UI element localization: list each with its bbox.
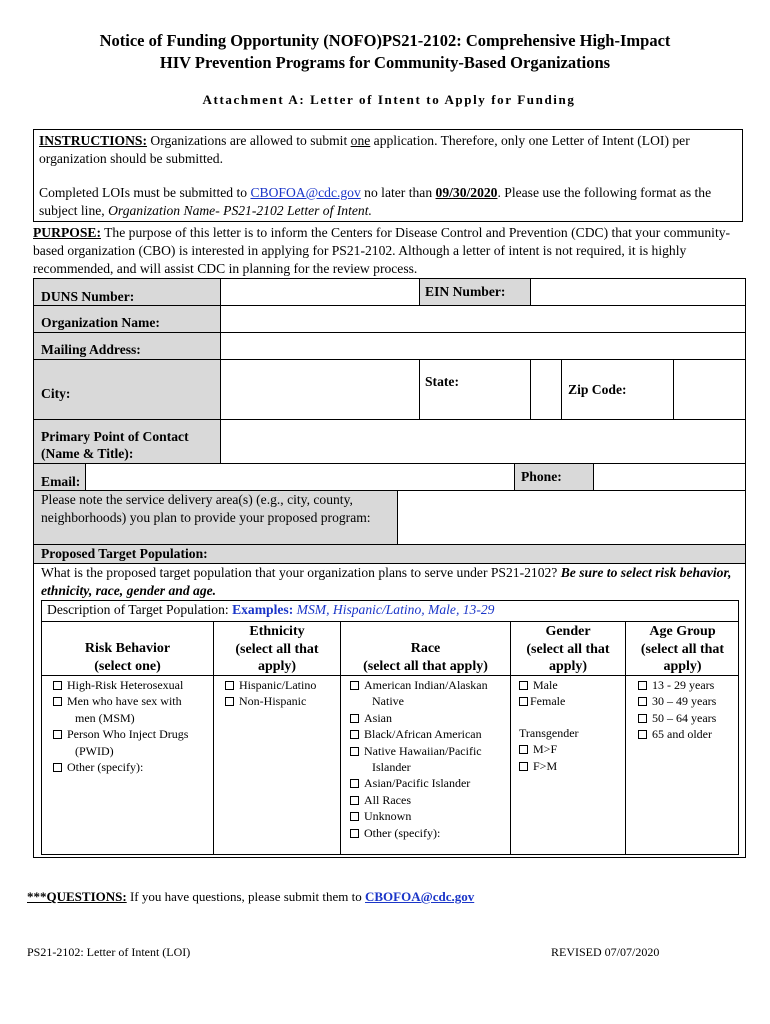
- gender-option-ftm[interactable]: [519, 758, 579, 774]
- checkbox[interactable]: [53, 763, 62, 772]
- gender-header: [511, 623, 625, 676]
- service-area-label: Please note the service delivery area(s) (e.g., city, county, neighborhoods) you plan to provide your proposed program:: [41, 492, 371, 525]
- option-label: Unknown: [364, 809, 412, 824]
- gender-header-line1: Gender: [545, 624, 591, 639]
- option-label: Hispanic/Latino: [239, 678, 317, 692]
- race-option-asian[interactable]: [350, 710, 488, 726]
- gender-option-mtf[interactable]: [519, 741, 579, 757]
- checkbox[interactable]: [225, 681, 234, 690]
- option-label: Asian: [364, 710, 392, 725]
- phone-label-cell: [514, 463, 594, 491]
- questions-email-link[interactable]: CBOFOA@cdc.gov: [365, 889, 475, 904]
- option-label-cont: Islander: [372, 760, 411, 775]
- ein-label-cell: [419, 278, 531, 306]
- option-label: 50 – 64 years: [652, 710, 717, 725]
- age-option-13-29[interactable]: [638, 677, 716, 693]
- checkbox[interactable]: [519, 762, 528, 771]
- option-label: 13 - 29 years: [652, 678, 715, 692]
- risk-option-pwid[interactable]: [53, 726, 188, 742]
- phone-label: Phone:: [521, 469, 562, 484]
- contact-label-line1: Primary Point of Contact: [41, 429, 189, 444]
- option-label-cont: Native: [372, 694, 404, 709]
- option-label: Native Hawaiian/Pacific: [364, 743, 482, 758]
- risk-option-other[interactable]: [53, 759, 188, 775]
- footer-right: REVISED 07/07/2020: [551, 945, 660, 959]
- option-label: 30 – 49 years: [652, 694, 717, 709]
- race-option-other[interactable]: [350, 825, 488, 841]
- risk-options: [53, 677, 188, 775]
- target-population-heading: Proposed Target Population:: [41, 546, 208, 561]
- age-option-50-64[interactable]: [638, 710, 716, 726]
- org-name-input[interactable]: [220, 305, 746, 333]
- ethnicity-header: [214, 623, 340, 676]
- purpose-text: The purpose of this letter is to inform the Centers for Disease Control and Prevention (CDC) that your community-based organization (CBO) is interested in applying for PS21-2102. Although a letter of intent is not required, it is highly recommended, and will assist CDC in planning for the review process.: [33, 225, 731, 276]
- checkbox[interactable]: [225, 697, 234, 706]
- table-divider: [42, 621, 739, 622]
- option-label-cont: (PWID): [75, 743, 114, 758]
- ethnicity-options: [225, 677, 316, 710]
- deadline-date: 09/30/2020: [435, 185, 498, 200]
- risk-behavior-header: [42, 640, 213, 675]
- target-description: [47, 601, 494, 619]
- race-option-nhpi[interactable]: [350, 743, 488, 759]
- option-label: High-Risk Heterosexual: [67, 678, 184, 692]
- questions-line: [27, 889, 474, 905]
- contact-input[interactable]: [220, 419, 746, 464]
- risk-option-heterosexual[interactable]: [53, 677, 188, 693]
- age-header-line3: apply): [663, 659, 702, 674]
- option-label-cont: men (MSM): [75, 710, 135, 725]
- race-option-aian[interactable]: [350, 677, 488, 693]
- race-option-unknown[interactable]: [350, 808, 488, 824]
- age-option-65-older[interactable]: [638, 726, 716, 742]
- ein-label: EIN Number:: [425, 284, 506, 299]
- instructions-one: one: [350, 133, 371, 148]
- duns-input[interactable]: [220, 278, 420, 306]
- submission-email-link[interactable]: CBOFOA@cdc.gov: [250, 185, 361, 200]
- checkbox[interactable]: [350, 779, 359, 788]
- checkbox[interactable]: [638, 730, 647, 739]
- mailing-address-input[interactable]: [220, 332, 746, 360]
- org-name-label-cell: [33, 305, 221, 333]
- option-label: Other (specify):: [364, 825, 441, 840]
- purpose-heading: PURPOSE:: [33, 225, 101, 240]
- service-area-label-cell: [33, 490, 398, 545]
- age-option-30-49[interactable]: [638, 693, 716, 709]
- instructions-heading: INSTRUCTIONS:: [39, 133, 148, 148]
- contact-label-line2: (Name & Title):: [41, 446, 134, 461]
- race-header-line2: (select all that apply): [363, 658, 488, 674]
- checkbox[interactable]: [350, 829, 359, 838]
- race-header: [341, 640, 510, 675]
- checkbox[interactable]: [519, 681, 528, 690]
- age-header-line2: (select all that: [640, 641, 725, 657]
- purpose-paragraph: [33, 224, 745, 277]
- ethnicity-option-hispanic[interactable]: [225, 677, 316, 693]
- gender-option-female[interactable]: [519, 693, 579, 709]
- checkbox[interactable]: [53, 730, 62, 739]
- option-label: Female: [530, 694, 566, 709]
- option-label: Other (specify):: [67, 760, 144, 775]
- zip-label-cell: [561, 359, 674, 420]
- examples-label: Examples:: [232, 602, 294, 617]
- document-title-line1: Notice of Funding Opportunity (NOFO)PS21-2102: Comprehensive High-Impact: [99, 31, 671, 50]
- option-label: M>F: [533, 742, 558, 757]
- submission-text: Completed LOIs must be submitted to: [39, 185, 251, 200]
- email-label-cell: [33, 463, 86, 491]
- document-title-line2: HIV Prevention Programs for Community-Based Organizations: [159, 53, 611, 72]
- option-label: Person Who Inject Drugs: [67, 727, 189, 742]
- option-label: Men who have sex with: [67, 694, 182, 709]
- questions-text: If you have questions, please submit them to: [126, 889, 365, 904]
- checkbox[interactable]: [638, 681, 647, 690]
- option-label: Male: [533, 678, 558, 692]
- zip-label: Zip Code:: [568, 382, 627, 397]
- attachment-subtitle: Attachment A: Letter of Intent to Apply for Funding: [202, 92, 576, 107]
- instructions-text: Organizations are allowed to submit: [147, 133, 351, 148]
- risk-header-line1: Risk Behavior: [84, 641, 171, 656]
- checkbox[interactable]: [53, 681, 62, 690]
- ethnicity-header-line1: Ethnicity: [249, 624, 305, 639]
- duns-label: DUNS Number:: [41, 289, 135, 304]
- description-label: Description of Target Population:: [47, 602, 233, 617]
- checkbox[interactable]: [519, 697, 528, 706]
- transgender-label: Transgender: [519, 725, 579, 740]
- org-name-label: Organization Name:: [41, 315, 160, 330]
- gender-option-male[interactable]: [519, 677, 579, 693]
- option-label: Black/African American: [364, 727, 482, 742]
- option-label: American Indian/Alaskan: [364, 678, 488, 692]
- target-question-text: What is the proposed target population that your organization plans to serve under PS21-2102?: [41, 565, 561, 580]
- ethnicity-header-line2: (select all that: [235, 641, 319, 657]
- race-option-api[interactable]: [350, 775, 488, 791]
- checkbox[interactable]: [638, 714, 647, 723]
- gender-header-line3: apply): [548, 659, 588, 674]
- city-label: City:: [41, 386, 71, 401]
- checkbox[interactable]: [350, 812, 359, 821]
- service-area-input[interactable]: [397, 490, 746, 545]
- email-input[interactable]: [85, 463, 515, 491]
- checkbox[interactable]: [519, 745, 528, 754]
- option-label: All Races: [364, 792, 411, 807]
- checkbox[interactable]: [53, 697, 62, 706]
- target-question-emphasis: Be sure to select risk behavior, ethnicity, race, gender and age.: [41, 565, 732, 598]
- race-options: [350, 677, 488, 841]
- instructions-box: [33, 129, 743, 222]
- questions-label: ***QUESTIONS:: [27, 889, 127, 904]
- state-label: State:: [425, 374, 459, 389]
- ethnicity-header-line3: apply): [257, 659, 297, 674]
- race-option-black[interactable]: [350, 726, 488, 742]
- state-label-cell: [419, 359, 531, 420]
- submission-text-3: . Please use the following format as the subject line,: [39, 185, 712, 218]
- duns-label-cell: [33, 278, 221, 306]
- race-option-all[interactable]: [350, 792, 488, 808]
- mailing-address-label: Mailing Address:: [41, 342, 141, 357]
- option-label: Asian/Pacific Islander: [364, 776, 471, 791]
- option-label: F>M: [533, 758, 558, 773]
- target-question: [41, 564, 741, 600]
- age-header-line1: Age Group: [649, 624, 716, 639]
- contact-label-cell: [33, 419, 221, 464]
- state-input[interactable]: [530, 359, 562, 420]
- checkbox[interactable]: [350, 730, 359, 739]
- instructions-text-2: application. Therefore, only one Letter of Intent (LOI) per organization should be submitted.: [39, 133, 690, 166]
- subject-line-format: Organization Name- PS21-2102 Letter of Intent.: [108, 202, 372, 218]
- examples-text: MSM, Hispanic/Latino, Male, 13-29: [293, 602, 495, 617]
- gender-options: [519, 677, 579, 774]
- risk-option-msm[interactable]: [53, 693, 188, 709]
- ein-input[interactable]: [530, 278, 746, 306]
- checkbox[interactable]: [350, 796, 359, 805]
- gender-header-line2: (select all that: [526, 641, 610, 657]
- race-header-line1: Race: [410, 641, 441, 656]
- mailing-label-cell: [33, 332, 221, 360]
- option-label: Non-Hispanic: [239, 694, 307, 709]
- option-label: 65 and older: [652, 727, 712, 742]
- age-group-header: [626, 623, 739, 676]
- footer-left: PS21-2102: Letter of Intent (LOI): [27, 945, 191, 959]
- target-heading-cell: [33, 544, 746, 564]
- email-label: Email:: [41, 474, 81, 489]
- checkbox[interactable]: [350, 681, 359, 690]
- submission-text-2: no later than: [360, 185, 436, 200]
- zip-input[interactable]: [673, 359, 746, 420]
- ethnicity-option-non-hispanic[interactable]: [225, 693, 316, 709]
- checkbox[interactable]: [638, 697, 647, 706]
- risk-header-line2: (select one): [94, 658, 161, 674]
- phone-input[interactable]: [593, 463, 746, 491]
- age-options: [638, 677, 716, 743]
- checkbox[interactable]: [350, 714, 359, 723]
- checkbox[interactable]: [350, 747, 359, 756]
- city-label-cell: [33, 359, 221, 420]
- city-input[interactable]: [220, 359, 420, 420]
